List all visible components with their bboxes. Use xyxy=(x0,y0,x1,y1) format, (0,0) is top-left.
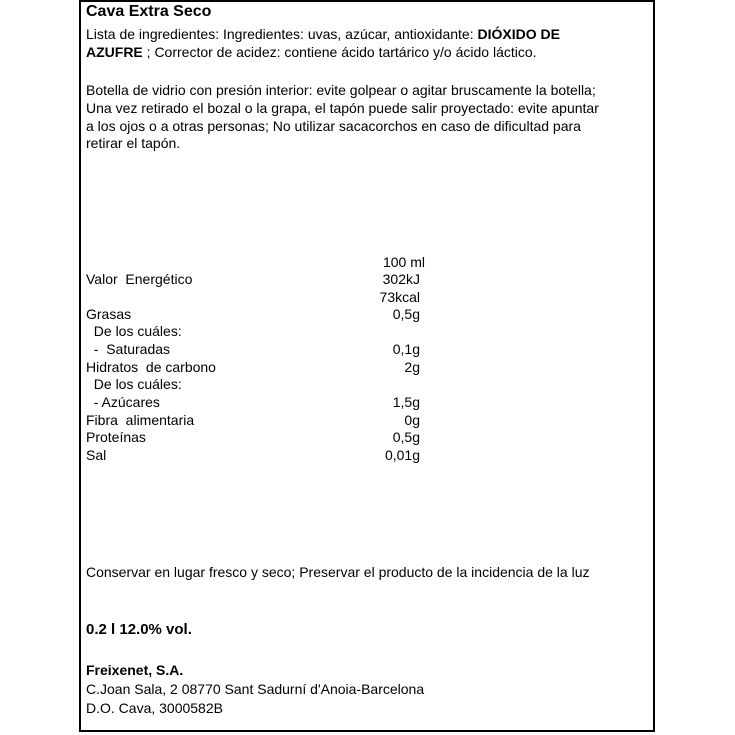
product-title: Cava Extra Seco xyxy=(86,3,212,20)
nutrition-label: Fibra alimentaria xyxy=(86,412,195,428)
nutrition-value: 2g xyxy=(404,359,420,375)
nutrition-value: 0g xyxy=(404,412,420,428)
warning-line-1: Botella de vidrio con presión interior: evite golpear o agitar bruscamente la botella; xyxy=(86,82,596,98)
nutrition-value: 0,5g xyxy=(392,306,420,322)
warning-line-4: retirar el tapón. xyxy=(86,135,181,151)
ingredients-allergen-1: DIÓXIDO DE xyxy=(477,26,560,42)
producer-do: D.O. Cava, 3000582B xyxy=(86,700,223,716)
nutrition-label: - Saturadas xyxy=(86,341,171,357)
ingredients-rest: ; Corrector de acidez: contiene ácido tartárico y/o ácido láctico. xyxy=(142,44,537,60)
producer-name: Freixenet, S.A. xyxy=(86,662,184,678)
nutrition-label: De los cuáles: xyxy=(86,323,182,339)
ingredients-allergen-2: AZUFRE xyxy=(86,44,143,60)
ingredients-line-2 xyxy=(86,43,537,61)
nutrition-label: Proteínas xyxy=(86,429,146,445)
volume-text: 0.2 l 12.0% vol. xyxy=(86,621,192,638)
nutrition-value: 0,1g xyxy=(392,341,420,357)
ingredients-prefix: Lista de ingredientes: Ingredientes: uvas, azúcar, antioxidante: xyxy=(86,26,478,42)
nutrition-value: 0,5g xyxy=(392,429,420,445)
nutrition-label: Sal xyxy=(86,447,107,463)
nutrition-value: 0,01g xyxy=(384,447,420,463)
nutrition-label: Valor Energético xyxy=(86,271,193,287)
nutrition-label: Hidratos de carbono xyxy=(86,359,216,375)
warning-line-2: Una vez retirado el bozal o la grapa, el tapón puede salir proyectado: evite apuntar xyxy=(86,100,599,116)
nutrition-label: De los cuáles: xyxy=(86,376,182,392)
nutrition-value: 73kcal xyxy=(379,289,420,305)
warning-line-3: a los ojos o a otras personas; No utilizar sacacorchos en caso de dificultad para xyxy=(86,118,581,134)
nutrition-label: Grasas xyxy=(86,306,132,322)
nutrition-value: 1,5g xyxy=(392,394,420,410)
nutrition-header: 100 ml xyxy=(382,254,425,270)
ingredients-line-1 xyxy=(86,25,560,43)
storage-text: Conservar en lugar fresco y seco; Preservar el producto de la incidencia de la luz xyxy=(86,564,590,580)
producer-address: C.Joan Sala, 2 08770 Sant Sadurní d'Anoia-Barcelona xyxy=(86,681,425,697)
nutrition-label: - Azúcares xyxy=(86,394,160,410)
nutrition-value: 302kJ xyxy=(382,271,420,287)
